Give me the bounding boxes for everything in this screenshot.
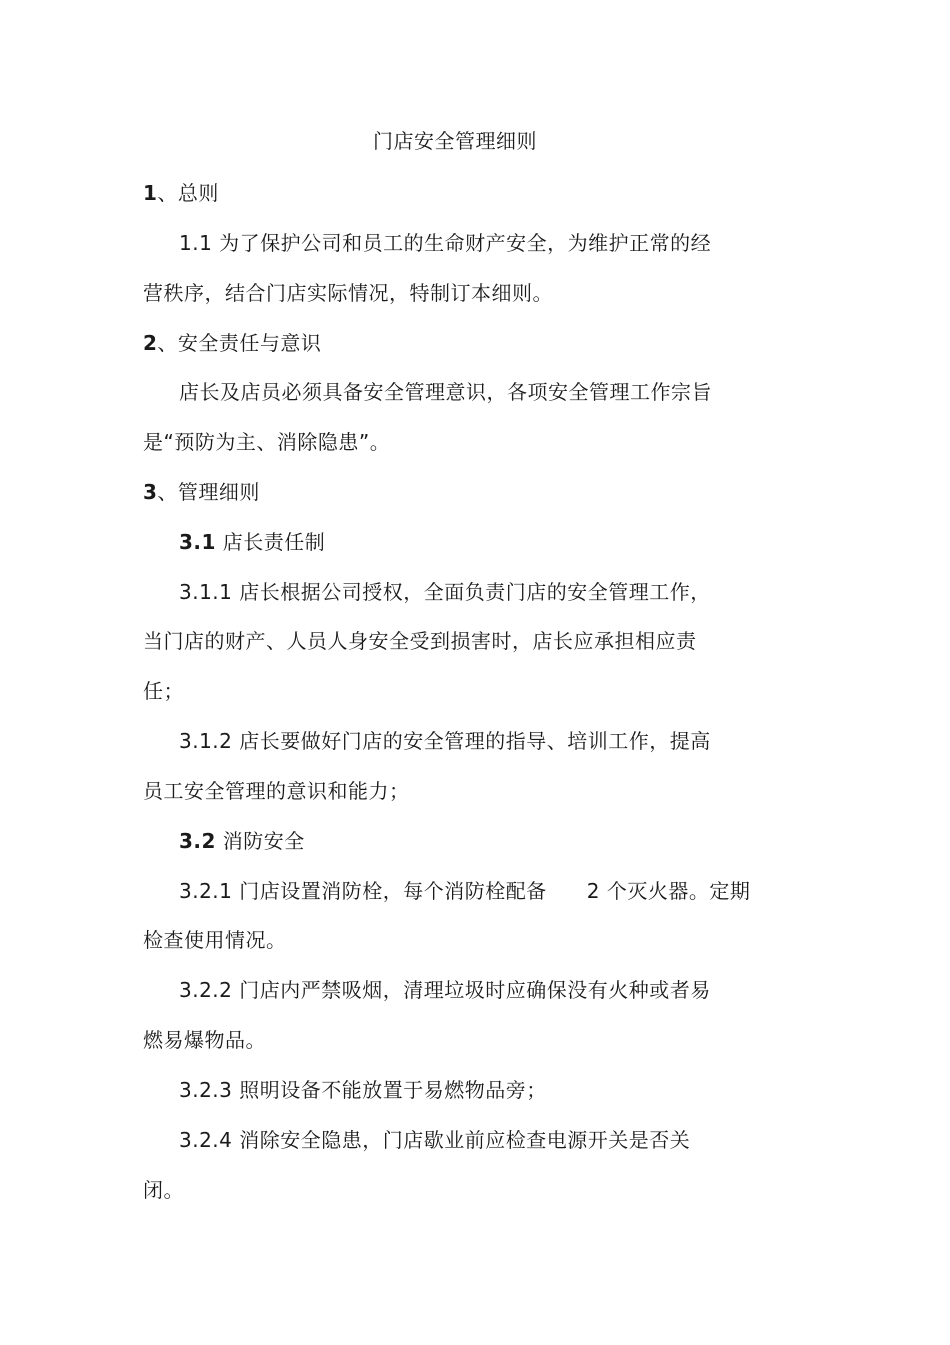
section-1-title: 、总则 (157, 181, 219, 205)
paragraph-3-2-4-line-2: 闭。 (143, 1178, 184, 1202)
section-3-number: 3 (143, 480, 158, 504)
paragraph-1-1-line-2: 营秩序，结合门店实际情况，特制订本细则。 (143, 281, 553, 305)
page-title: 门店安全管理细则 (373, 129, 537, 153)
paragraph-3-1-1-line-3: 任； (143, 679, 184, 703)
subsection-3-1-number: 3.1 (179, 530, 216, 554)
paragraph-3-2-2-line-1: 3.2.2 门店内严禁吸烟，清理垃圾时应确保没有火种或者易 (179, 978, 711, 1002)
section-2-heading (143, 330, 321, 356)
section-1-number: 1 (143, 181, 158, 205)
subsection-3-1-title: 店长责任制 (215, 530, 326, 554)
paragraph-2-line-1: 店长及店员必须具备安全管理意识，各项安全管理工作宗旨 (179, 380, 712, 404)
section-3-heading (143, 479, 260, 505)
paragraph-2-line-2: 是“预防为主、消除隐患”。 (143, 430, 391, 454)
paragraph-3-2-1-line-1 (179, 878, 750, 904)
paragraph-3-2-4-line-1: 3.2.4 消除安全隐患，门店歇业前应检查电源开关是否关 (179, 1128, 691, 1152)
subsection-3-2-title: 消防安全 (215, 829, 305, 853)
paragraph-3-1-2-line-1: 3.1.2 店长要做好门店的安全管理的指导、培训工作，提高 (179, 729, 711, 753)
subsection-3-2-heading (179, 828, 305, 854)
paragraph-3-1-2-line-2: 员工安全管理的意识和能力； (143, 779, 410, 803)
paragraph-3-2-3-line-1: 3.2.3 照明设备不能放置于易燃物品旁； (179, 1078, 547, 1102)
section-3-title: 、管理细则 (157, 480, 260, 504)
paragraph-1-1-line-1: 1.1 为了保护公司和员工的生命财产安全，为维护正常的经 (179, 231, 712, 255)
paragraph-3-1-1-line-2: 当门店的财产、人员人身安全受到损害时，店长应承担相应责 (143, 629, 697, 653)
section-1-heading (143, 180, 219, 206)
section-2-title: 、安全责任与意识 (157, 331, 322, 355)
paragraph-3-2-2-line-2: 燃易爆物品。 (143, 1028, 266, 1052)
subsection-3-1-heading (179, 529, 325, 555)
paragraph-3-2-1-part-a: 3.2.1 门店设置消防栓，每个消防栓配备 (179, 879, 547, 903)
section-2-number: 2 (143, 331, 158, 355)
paragraph-3-2-1-part-b: 2 个灭火器。定期 (586, 879, 751, 903)
subsection-3-2-number: 3.2 (179, 829, 216, 853)
paragraph-3-1-1-line-1: 3.1.1 店长根据公司授权，全面负责门店的安全管理工作， (179, 580, 711, 604)
paragraph-3-2-1-line-2: 检查使用情况。 (143, 928, 287, 952)
